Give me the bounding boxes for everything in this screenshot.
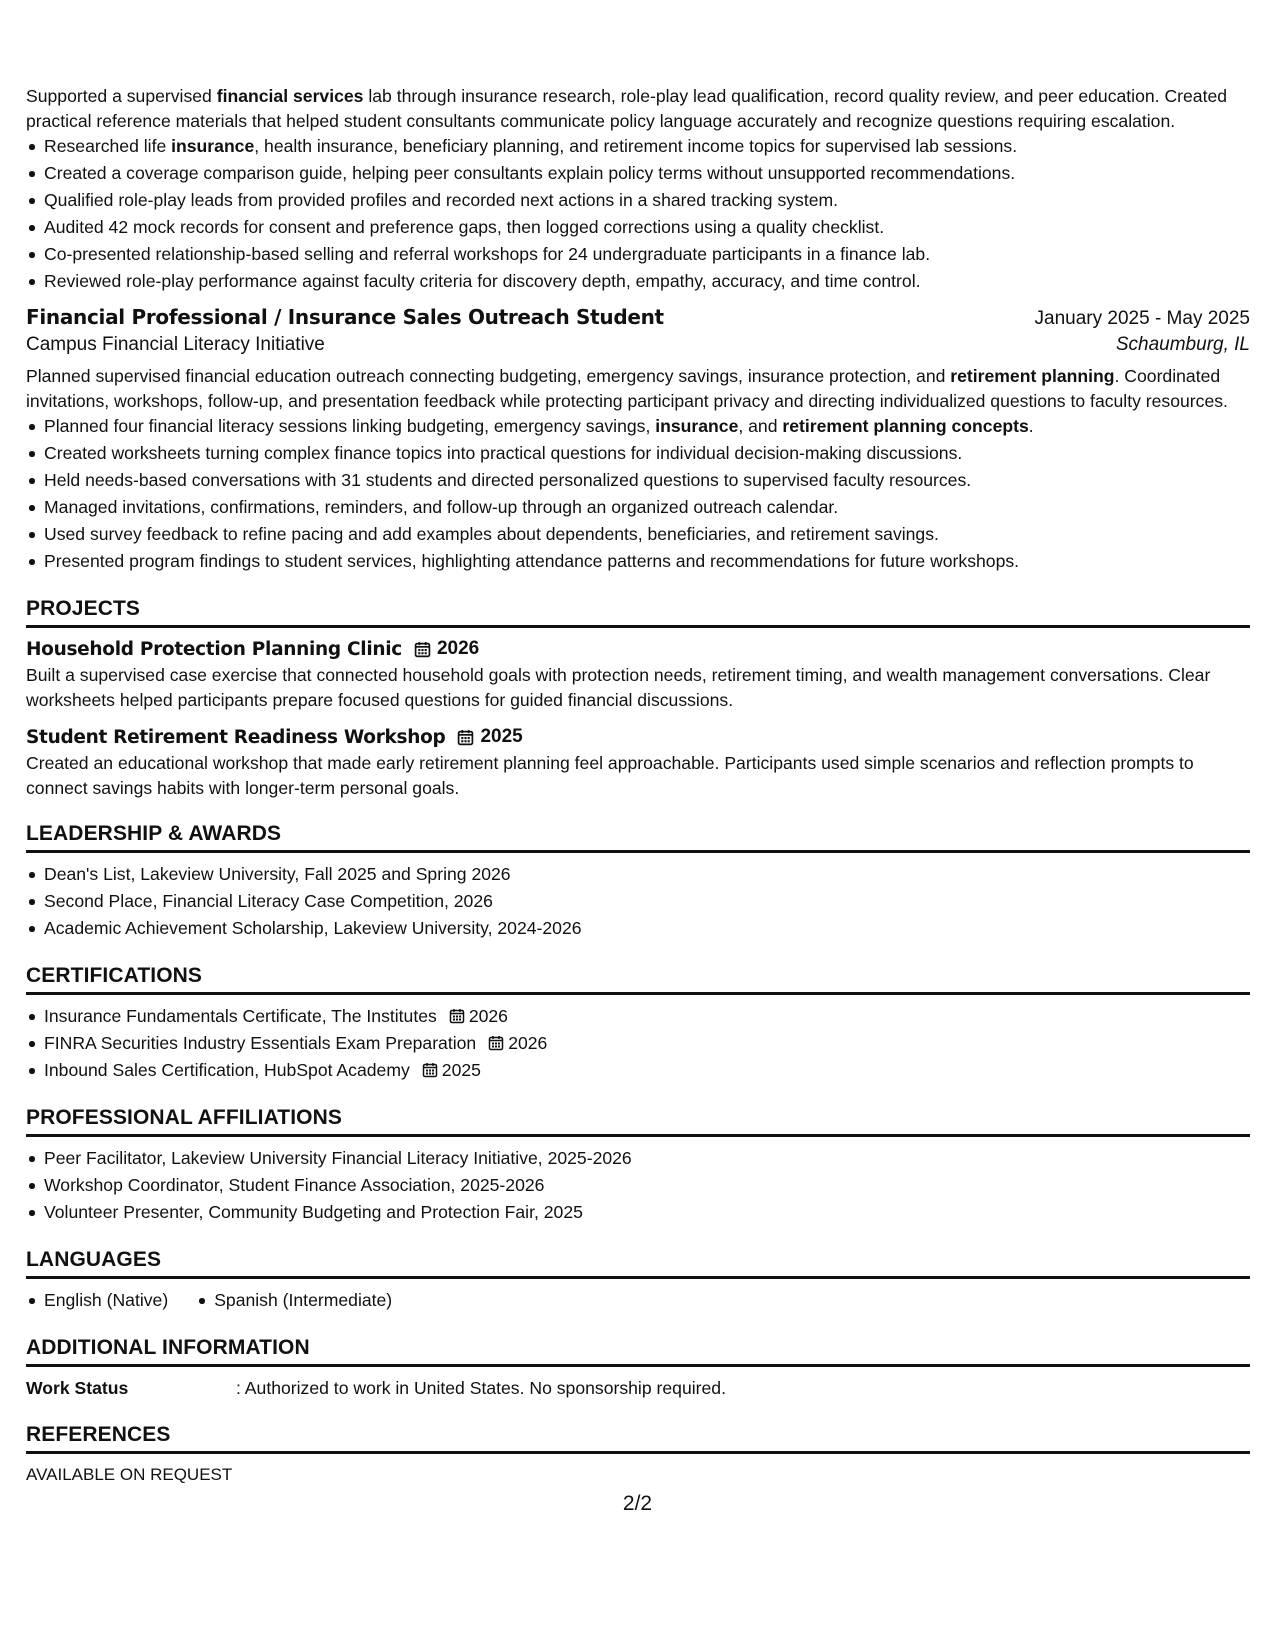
list-item: Inbound Sales Certification, HubSpot Academy 2025 (44, 1057, 1250, 1084)
list-item: Peer Facilitator, Lakeview University Financial Literacy Initiative, 2025-2026 (44, 1145, 1250, 1172)
list-item: Created worksheets turning complex finance topics into practical questions for individual decision-making discussions. (44, 440, 1250, 467)
project-title: Student Retirement Readiness Workshop (26, 726, 446, 748)
job2-header (26, 305, 1250, 330)
list-item: Dean's List, Lakeview University, Fall 2025 and Spring 2026 (44, 861, 1250, 888)
job1-summary: Supported a supervised financial services lab through insurance research, role-play lead qualification, record quality review, and peer education. Created practical reference materials that helped student consultants communicate policy language accurately and recognize questions requiring escalation. (26, 86, 1228, 131)
list-item: Audited 42 mock records for consent and preference gaps, then logged corrections using a quality checklist. (44, 214, 1250, 241)
section-heading: PROFESSIONAL AFFILIATIONS (26, 1104, 1250, 1137)
project-year: 2025 (480, 726, 523, 747)
work-status-value: : Authorized to work in United States. No sponsorship required. (236, 1378, 726, 1398)
work-status-label: Work Status (26, 1378, 129, 1398)
list-item: Managed invitations, confirmations, reminders, and follow-up through an organized outreach calendar. (44, 494, 1250, 521)
project-description: Built a supervised case exercise that connected household goals with protection needs, retirement timing, and wealth management conversations. Clear worksheets helped participants prepare focused questions for guided financial discussions. (26, 665, 1211, 710)
section-heading: REFERENCES (26, 1421, 1250, 1454)
section-heading: LANGUAGES (26, 1246, 1250, 1279)
project-year: 2026 (436, 638, 480, 659)
references-section (26, 1421, 1250, 1488)
list-item: Used survey feedback to refine pacing and add examples about dependents, beneficiaries, and retirement savings. (44, 521, 1250, 548)
job2-subheader (26, 334, 1250, 356)
section-heading: PROJECTS (26, 595, 1250, 628)
calendar-icon (414, 641, 431, 658)
list-item: Volunteer Presenter, Community Budgeting and Protection Fair, 2025 (44, 1199, 1250, 1226)
work-status-row (26, 1375, 1250, 1401)
calendar-icon (449, 1008, 465, 1024)
list-item: Planned four financial literacy sessions linking budgeting, emergency savings, insurance, and retirement planning concepts. (44, 413, 1250, 440)
certifications-section (26, 962, 1250, 1084)
project-title: Household Protection Planning Clinic (26, 638, 402, 660)
list-item: Presented program findings to student services, highlighting attendance patterns and recommendations for future workshops. (44, 548, 1250, 575)
section-heading: CERTIFICATIONS (26, 962, 1250, 995)
affiliations-section (26, 1104, 1250, 1226)
job-organization: Campus Financial Literacy Initiative (26, 334, 325, 355)
list-item: Created a coverage comparison guide, helping peer consultants explain policy terms without unsupported recommendations. (44, 160, 1250, 187)
references-text: AVAILABLE ON REQUEST (26, 1465, 233, 1484)
leadership-section (26, 820, 1250, 942)
job-dates: January 2025 - May 2025 (1034, 308, 1250, 329)
resume-page (26, 84, 1250, 1488)
calendar-icon (457, 729, 474, 746)
list-item: Qualified role-play leads from provided profiles and recorded next actions in a shared tracking system. (44, 187, 1250, 214)
job-title: Financial Professional / Insurance Sales Outreach Student (26, 305, 664, 329)
page-number: 2/2 (622, 1492, 653, 1515)
list-item: Researched life insurance, health insurance, beneficiary planning, and retirement income topics for supervised lab sessions. (44, 133, 1250, 160)
job1-bullets (26, 133, 1250, 295)
list-item: FINRA Securities Industry Essentials Exam Preparation 2026 (44, 1030, 1250, 1057)
job-location: Schaumburg, IL (1115, 334, 1250, 355)
affiliations-list (26, 1145, 1250, 1226)
language-item: English (Native) (44, 1287, 168, 1314)
list-item: Academic Achievement Scholarship, Lakeview University, 2024-2026 (44, 915, 1250, 942)
calendar-icon (488, 1035, 504, 1051)
section-heading: ADDITIONAL INFORMATION (26, 1334, 1250, 1367)
list-item: Workshop Coordinator, Student Finance Association, 2025-2026 (44, 1172, 1250, 1199)
languages-section (26, 1246, 1250, 1314)
list-item: Second Place, Financial Literacy Case Competition, 2026 (44, 888, 1250, 915)
list-item: Held needs-based conversations with 31 students and directed personalized questions to supervised faculty resources. (44, 467, 1250, 494)
list-item: Co-presented relationship-based selling and referral workshops for 24 undergraduate participants in a finance lab. (44, 241, 1250, 268)
project-header (26, 726, 1250, 748)
projects-section (26, 595, 1250, 800)
job2-summary: Planned supervised financial education outreach connecting budgeting, emergency savings, insurance protection, and retirement planning. Coordinated invitations, workshops, follow-up, and presentation feedback while protecting participant privacy and directing individualized questions to faculty resources. (26, 366, 1228, 411)
calendar-icon (422, 1062, 438, 1078)
list-item: Insurance Fundamentals Certificate, The Institutes 2026 (44, 1003, 1250, 1030)
languages-list (26, 1287, 1250, 1314)
language-item: Spanish (Intermediate) (214, 1287, 392, 1314)
section-heading: LEADERSHIP & AWARDS (26, 820, 1250, 853)
project-description: Created an educational workshop that made early retirement planning feel approachable. Participants used simple scenarios and reflection prompts to connect savings habits with longer-term personal goals. (26, 753, 1194, 798)
certifications-list (26, 1003, 1250, 1084)
job2-bullets (26, 413, 1250, 575)
leadership-list (26, 861, 1250, 942)
project-header (26, 638, 1250, 660)
additional-section (26, 1334, 1250, 1401)
list-item: Reviewed role-play performance against faculty criteria for discovery depth, empathy, accuracy, and time control. (44, 268, 1250, 295)
